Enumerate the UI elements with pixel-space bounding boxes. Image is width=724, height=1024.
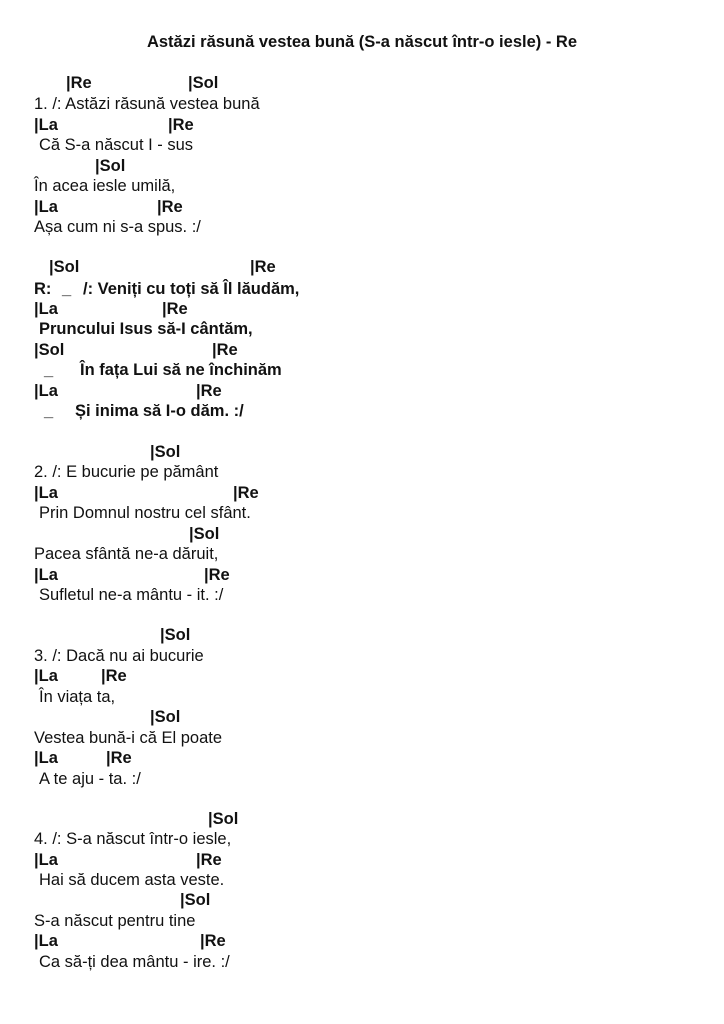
chord-label: |Sol — [49, 258, 80, 276]
chord-label: |Sol — [95, 157, 126, 175]
lyric-text: În acea iesle umilă, — [34, 177, 176, 195]
chord-label: |La — [34, 484, 58, 502]
lyric-text: 2. /: E bucurie pe pământ — [34, 463, 219, 481]
chord-label: |La — [34, 300, 58, 318]
lyric-text: Că S-a născut I - sus — [39, 136, 194, 154]
chord-label: |Re — [200, 932, 226, 950]
lyric-text: Și inima să I-o dăm. :/ — [75, 402, 244, 420]
chord-label: |Sol — [188, 74, 219, 92]
lyric-text: Pacea sfântă ne-a dăruit, — [34, 545, 219, 563]
lyric-text: _ — [44, 402, 54, 420]
chord-label: |La — [34, 198, 58, 216]
chord-label: |La — [34, 382, 58, 400]
lyric-text: 3. /: Dacă nu ai bucurie — [34, 647, 204, 665]
chord-label: |Re — [196, 382, 222, 400]
lyric-text: A te aju - ta. :/ — [39, 770, 141, 788]
lyric-text: Așa cum ni s-a spus. :/ — [34, 218, 201, 236]
lyric-text: Hai să ducem asta veste. — [39, 871, 225, 889]
song-title: Astăzi răsună vestea bună (S-a născut într-o iesle) - Re — [146, 33, 578, 51]
chord-label: |La — [34, 116, 58, 134]
chord-label: |Re — [162, 300, 188, 318]
chord-label: |Sol — [208, 810, 239, 828]
lyric-text: R: — [34, 280, 52, 298]
lyric-text: În fața Lui să ne închinăm — [80, 361, 282, 379]
chord-label: |Re — [233, 484, 259, 502]
chord-label: |La — [34, 932, 58, 950]
chord-label: |Re — [66, 74, 92, 92]
chord-label: |Re — [106, 749, 132, 767]
lyric-text: Ca să-ți dea mântu - ire. :/ — [39, 953, 230, 971]
chord-label: |La — [34, 749, 58, 767]
chord-label: |Re — [250, 258, 276, 276]
chord-label: |Re — [168, 116, 194, 134]
lyric-text: /: Veniți cu toți să Îl lăudăm, — [83, 280, 300, 298]
chord-label: |Re — [101, 667, 127, 685]
lyric-text: S-a născut pentru tine — [34, 912, 196, 930]
lyric-text: 4. /: S-a născut într-o iesle, — [34, 830, 232, 848]
chord-label: |La — [34, 851, 58, 869]
chord-label: |Sol — [150, 443, 181, 461]
chord-label: |La — [34, 566, 58, 584]
chord-label: |Re — [157, 198, 183, 216]
lyric-text: Sufletul ne-a mântu - it. :/ — [39, 586, 224, 604]
lyric-text: Prin Domnul nostru cel sfânt. — [39, 504, 251, 522]
chord-label: |Re — [212, 341, 238, 359]
lyric-text: _ — [62, 280, 72, 298]
chord-label: |Sol — [34, 341, 65, 359]
chord-label: |Re — [204, 566, 230, 584]
lyric-text: Vestea bună-i că El poate — [34, 729, 223, 747]
chord-label: |Re — [196, 851, 222, 869]
chord-label: |Sol — [180, 891, 211, 909]
chord-label: |La — [34, 667, 58, 685]
lyric-text: Pruncului Isus să-I cântăm, — [39, 320, 253, 338]
chord-label: |Sol — [160, 626, 191, 644]
chord-label: |Sol — [150, 708, 181, 726]
lyric-text: 1. /: Astăzi răsună vestea bună — [34, 95, 260, 113]
chord-label: |Sol — [189, 525, 220, 543]
lyric-text: _ — [44, 361, 54, 379]
lyric-text: În viața ta, — [39, 688, 116, 706]
